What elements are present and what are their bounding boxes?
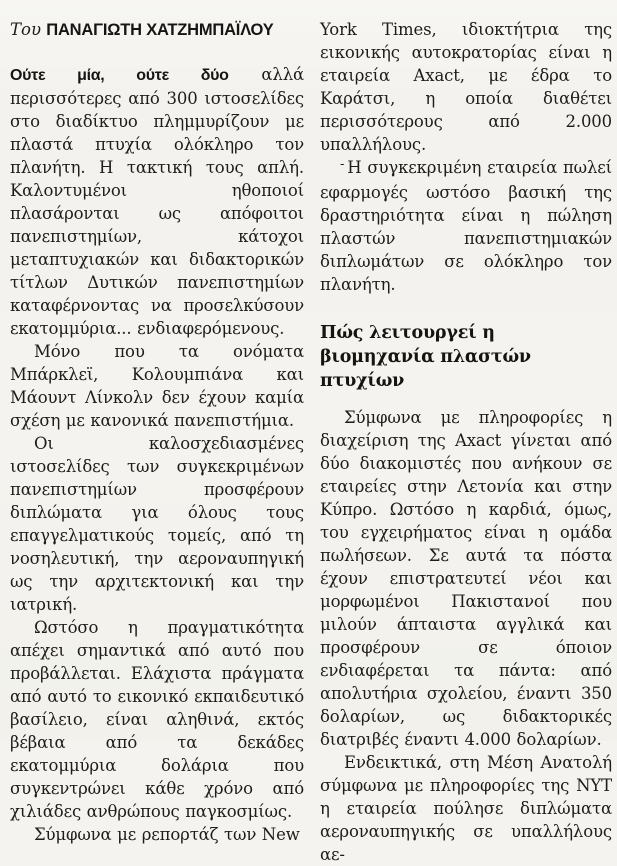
article-paragraph: Σύμφωνα με πληροφορίες η διαχείριση της Axact γίνεται από δύο διακομιστές που ανήκουν σε εταιρείες στην Λετονία και στην Κύπρο. Ωστόσο η καρδιά, όμως, του εγχειρήματος είναι η ομάδα πωλήσεων. Σε αυτά τα πόστα έχουν επιστρατευτεί νέοι και μορφωμένοι Πακιστανοί που μιλούν άπταιστα αγγλικά και προσφέρουν σε όποιον ενδιαφέρεται τα πάντα: από απολυτήρια σχολείου, έναντι 350 δολαρίων, ως διδακτορικές διατριβές έναντι 4.000 δολαρίων. [320, 408, 612, 749]
article-paragraph [10, 63, 304, 340]
byline [10, 18, 304, 42]
article-paragraph: York Times, ιδιοκτήτρια της εικονικής αυτοκρατορίας είναι η εταιρεία Axact, με έδρα το Καράτσι, η οποία διαθέτει περισσότερους από 2.000 υπαλλήλους. [320, 20, 612, 154]
right-column [320, 18, 612, 866]
byline-prefix: Του [10, 20, 41, 39]
article-paragraph: Μόνο που τα ονόματα Μπάρκλεϊ, Κολουμπιάνα και Μάουντ Λίνκολν δεν έχουν καμία σχέση με κανονικά πανεπιστήμια. [10, 342, 304, 430]
paragraph-text: αλλά περισσότερες από 300 ιστοσελίδες στο διαδίκτυο πλημμυρίζουν με πλαστά πτυχία ολόκληρο τον πλανήτη. Η τακτική τους απλή. Καλοντυμένοι ηθοποιοί πλασάρονται ως απόφοιτοι πανεπιστημίων, κάτοχοι μεταπτυχιακών και διδακτορικών τίτλων Δυτικών πανεπιστημίων καταφέρνοντας να προσελκύσουν εκατομμύρια... ενδιαφερόμενους. [10, 65, 304, 338]
article-paragraph: Ωστόσο η πραγματικότητα απέχει σημαντικά από αυτό που προβάλλεται. Ελάχιστα πράγματα από αυτό το εικονικό εκπαιδευτικό βασίλειο, είναι αληθινά, εκτός βέβαια από τα δεκάδες εκατομμύρια δολάρια που συγκεντρώνει κάθε χρόνο από χιλιάδες ανθρώπους παγκοσμίως. [10, 618, 304, 821]
section-subheading: Πώς λειτουργεί η βιομηχανία πλαστών πτυχίων [320, 323, 531, 391]
paragraph-lead-in: Ούτε μία, ούτε δύο [10, 67, 229, 84]
article-paragraph: Ενδεικτικά, στη Μέση Ανατολή σύμφωνα με πληροφορίες της NYT η εταιρεία πούλησε διπλώματα αεροναυπηγικής σε υπαλλήλους αε- [320, 753, 612, 864]
paragraph-text: Η συγκεκριμένη εταιρεία πωλεί εφαρμογές ωστόσο βασική της δραστηριότητα είναι η πώληση πλαστών πανεπιστημιακών διπλωμάτων σε ολόκληρο τον πλανήτη. [320, 158, 612, 294]
paragraph-dash-mark: - [340, 157, 345, 172]
article-paragraph: Οι καλοσχεδιασμένες ιστοσελίδες των συγκεκριμένων πανεπιστημίων προσφέρουν διπλώματα για όλους τους επαγγελματικούς τομείς, από τη νοσηλευτική, την αεροναυπηγική ως την αρχιτεκτονική και την ιατρική. [10, 434, 304, 614]
left-column [10, 18, 304, 846]
article-paragraph: Σύμφωνα με ρεπορτάζ των New [34, 825, 300, 844]
byline-author: ΠΑΝΑΓΙΩΤΗ ΧΑΤΖΗΜΠΑΪΛΟΥ [46, 21, 274, 39]
article-paragraph [320, 156, 612, 296]
